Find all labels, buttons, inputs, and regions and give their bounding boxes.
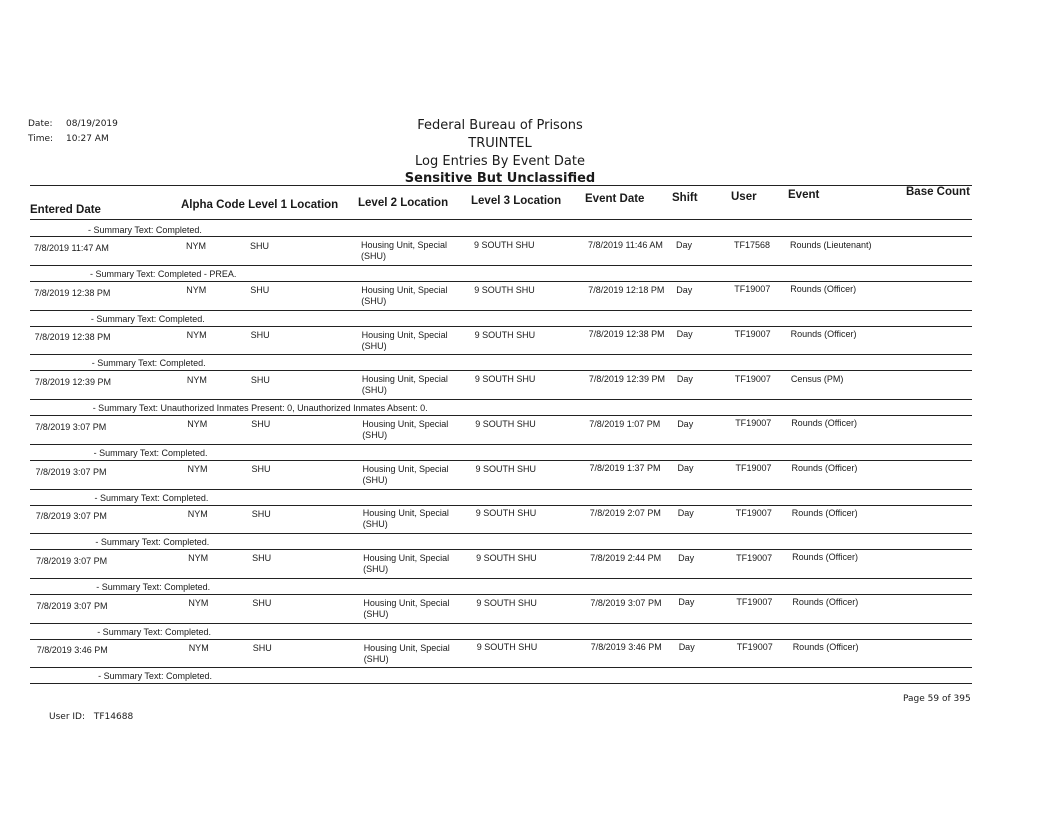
row-rule bbox=[30, 683, 972, 684]
cell-alpha: NYM bbox=[187, 464, 208, 475]
cell-shift: Day bbox=[676, 284, 693, 295]
cell-entered: 7/8/2019 3:07 PM bbox=[35, 466, 107, 477]
cell-event: Rounds (Officer) bbox=[790, 328, 857, 339]
col-base-count: Base Count bbox=[906, 186, 970, 198]
row-rule bbox=[30, 489, 972, 490]
cell-event: Rounds (Officer) bbox=[790, 284, 857, 295]
cell-entered: 7/8/2019 12:38 PM bbox=[34, 287, 111, 298]
row-rule bbox=[30, 354, 972, 355]
row-rule bbox=[30, 594, 972, 595]
summary-text: - Summary Text: Unauthorized Inmates Present: 0, Unauthorized Inmates Absent: 0. bbox=[92, 403, 428, 414]
cell-l3: 9 SOUTH SHU bbox=[475, 463, 537, 474]
row-rule bbox=[30, 667, 972, 668]
cell-shift: Day bbox=[676, 329, 693, 340]
cell-l3: 9 SOUTH SHU bbox=[476, 642, 538, 653]
cell-user: TF19007 bbox=[736, 552, 773, 563]
header-top-rule bbox=[30, 185, 972, 186]
cell-event-date: 7/8/2019 12:18 PM bbox=[588, 284, 665, 295]
cell-event: Rounds (Officer) bbox=[791, 507, 858, 518]
cell-event-date: 7/8/2019 2:44 PM bbox=[590, 552, 662, 563]
cell-user: TF19007 bbox=[735, 507, 772, 518]
cell-l2: Housing Unit, Special (SHU) bbox=[361, 374, 448, 396]
cell-alpha: NYM bbox=[186, 240, 206, 251]
summary-text: - Summary Text: Completed. bbox=[97, 626, 212, 637]
row-rule bbox=[30, 265, 972, 266]
report-title: Log Entries By Event Date bbox=[415, 154, 585, 169]
summary-text: - Summary Text: Completed. bbox=[90, 313, 205, 324]
cell-entered: 7/8/2019 3:07 PM bbox=[35, 511, 107, 522]
cell-shift: Day bbox=[676, 239, 693, 250]
cell-user: TF17568 bbox=[734, 239, 771, 250]
cell-alpha: NYM bbox=[186, 285, 207, 296]
cell-l2: Housing Unit, Special (SHU) bbox=[362, 463, 449, 485]
row-rule bbox=[30, 460, 972, 461]
cell-user: TF19007 bbox=[735, 418, 772, 429]
summary-text: - Summary Text: Completed. bbox=[93, 447, 208, 458]
cell-l2: Housing Unit, Special (SHU) bbox=[362, 419, 449, 441]
cell-alpha: NYM bbox=[186, 329, 207, 340]
cell-l2: Housing Unit, Special (SHU) bbox=[363, 553, 450, 575]
cell-l3: 9 SOUTH SHU bbox=[474, 240, 535, 251]
cell-l3: 9 SOUTH SHU bbox=[475, 508, 537, 519]
col-level3: Level 3 Location bbox=[471, 195, 562, 207]
summary-text: - Summary Text: Completed. bbox=[94, 492, 209, 503]
cell-alpha: NYM bbox=[188, 553, 209, 564]
cell-l2: Housing Unit, Special (SHU) bbox=[361, 240, 448, 262]
cell-entered: 7/8/2019 3:07 PM bbox=[36, 555, 108, 566]
cell-event-date: 7/8/2019 12:38 PM bbox=[588, 329, 665, 340]
row-rule bbox=[30, 639, 972, 640]
cell-l3: 9 SOUTH SHU bbox=[476, 553, 537, 563]
time-value: 10:27 AM bbox=[66, 134, 109, 144]
cell-event: Rounds (Officer) bbox=[792, 597, 859, 608]
user-id-label: User ID: bbox=[49, 712, 85, 722]
system-title: TRUINTEL bbox=[468, 136, 532, 151]
cell-l1: SHU bbox=[251, 419, 271, 430]
cell-l2: Housing Unit, Special (SHU) bbox=[361, 329, 448, 351]
col-user: User bbox=[731, 191, 757, 203]
user-id bbox=[49, 712, 133, 722]
cell-event: Rounds (Officer) bbox=[791, 463, 858, 473]
summary-text: - Summary Text: Completed. bbox=[88, 225, 202, 235]
cell-event: Rounds (Lieutenant) bbox=[790, 239, 872, 250]
date-value: 08/19/2019 bbox=[66, 119, 118, 129]
col-entered-date: Entered Date bbox=[30, 204, 101, 216]
cell-event: Rounds (Officer) bbox=[792, 552, 858, 563]
cell-l2: Housing Unit, Special (SHU) bbox=[363, 642, 450, 664]
cell-entered: 7/8/2019 12:39 PM bbox=[34, 377, 111, 388]
cell-alpha: NYM bbox=[188, 642, 209, 653]
cell-l2: Housing Unit, Special (SHU) bbox=[363, 597, 450, 619]
cell-l1: SHU bbox=[251, 508, 271, 519]
summary-text: - Summary Text: Completed. bbox=[95, 537, 210, 548]
cell-l1: SHU bbox=[250, 285, 270, 296]
cell-event-date: 7/8/2019 3:07 PM bbox=[590, 597, 662, 608]
cell-l1: SHU bbox=[252, 642, 272, 653]
cell-entered: 7/8/2019 3:07 PM bbox=[35, 421, 107, 432]
row-rule bbox=[30, 578, 972, 579]
cell-entered: 7/8/2019 3:46 PM bbox=[36, 645, 108, 656]
row-rule bbox=[30, 236, 972, 237]
cell-user: TF19007 bbox=[736, 597, 773, 608]
cell-shift: Day bbox=[676, 373, 693, 384]
row-rule bbox=[30, 399, 972, 400]
cell-alpha: NYM bbox=[188, 598, 209, 609]
page-number: Page 59 of 395 bbox=[903, 694, 971, 704]
row-rule bbox=[30, 505, 972, 506]
time-label: Time: bbox=[28, 134, 54, 144]
cell-shift: Day bbox=[678, 552, 695, 563]
cell-event-date: 7/8/2019 1:37 PM bbox=[589, 463, 661, 474]
print-time bbox=[28, 134, 109, 144]
classification-title: Sensitive But Unclassified bbox=[404, 171, 596, 186]
cell-user: TF19007 bbox=[734, 373, 771, 384]
cell-alpha: NYM bbox=[186, 374, 207, 385]
summary-text: - Summary Text: Completed - PREA. bbox=[90, 269, 237, 279]
cell-l3: 9 SOUTH SHU bbox=[476, 597, 537, 608]
cell-event-date: 7/8/2019 1:07 PM bbox=[589, 418, 661, 429]
cell-l3: 9 SOUTH SHU bbox=[474, 329, 536, 340]
col-alpha-level1: Alpha Code Level 1 Location bbox=[181, 199, 339, 211]
date-label: Date: bbox=[28, 119, 53, 129]
cell-l3: 9 SOUTH SHU bbox=[474, 374, 536, 385]
cell-l1: SHU bbox=[250, 374, 270, 385]
agency-title: Federal Bureau of Prisons bbox=[417, 118, 583, 133]
row-rule bbox=[30, 370, 972, 371]
cell-user: TF19007 bbox=[734, 329, 771, 340]
summary-text: - Summary Text: Completed. bbox=[91, 358, 206, 369]
cell-user: TF19007 bbox=[736, 641, 773, 652]
cell-event-date: 7/8/2019 3:46 PM bbox=[590, 642, 662, 653]
cell-event-date: 7/8/2019 2:07 PM bbox=[589, 508, 661, 519]
cell-event-date: 7/8/2019 12:39 PM bbox=[588, 374, 665, 385]
col-event: Event bbox=[788, 189, 820, 201]
cell-user: TF19007 bbox=[735, 463, 772, 474]
row-rule bbox=[30, 326, 972, 327]
cell-alpha: NYM bbox=[187, 419, 208, 430]
summary-text: - Summary Text: Completed. bbox=[96, 581, 211, 592]
row-rule bbox=[30, 623, 972, 624]
user-id-value: TF14688 bbox=[93, 712, 134, 722]
row-rule bbox=[30, 281, 972, 282]
cell-l1: SHU bbox=[252, 553, 272, 564]
col-event-date: Event Date bbox=[585, 193, 645, 205]
cell-event: Census (PM) bbox=[790, 373, 844, 384]
row-rule bbox=[30, 533, 972, 534]
cell-entered: 7/8/2019 3:07 PM bbox=[36, 600, 108, 611]
cell-l1: SHU bbox=[251, 464, 271, 475]
cell-l3: 9 SOUTH SHU bbox=[475, 418, 536, 429]
cell-event: Rounds (Officer) bbox=[791, 418, 858, 429]
cell-event-date: 7/8/2019 11:46 AM bbox=[588, 239, 663, 250]
cell-l1: SHU bbox=[250, 329, 270, 340]
cell-shift: Day bbox=[677, 463, 694, 474]
summary-text: - Summary Text: Completed. bbox=[98, 671, 212, 682]
cell-l3: 9 SOUTH SHU bbox=[474, 284, 535, 295]
cell-entered: 7/8/2019 12:38 PM bbox=[34, 332, 111, 343]
col-level2: Level 2 Location bbox=[358, 197, 449, 209]
cell-shift: Day bbox=[677, 418, 694, 429]
cell-shift: Day bbox=[678, 642, 695, 653]
cell-l2: Housing Unit, Special (SHU) bbox=[361, 284, 448, 306]
cell-shift: Day bbox=[678, 597, 695, 608]
cell-l1: SHU bbox=[250, 240, 270, 251]
print-date bbox=[28, 119, 118, 129]
cell-alpha: NYM bbox=[187, 508, 208, 519]
row-rule bbox=[30, 549, 972, 550]
row-rule bbox=[30, 415, 972, 416]
cell-shift: Day bbox=[677, 508, 694, 518]
cell-entered: 7/8/2019 11:47 AM bbox=[34, 243, 109, 253]
cell-user: TF19007 bbox=[734, 284, 771, 295]
col-shift: Shift bbox=[672, 192, 698, 204]
header-bottom-rule bbox=[30, 219, 972, 220]
cell-l2: Housing Unit, Special (SHU) bbox=[362, 508, 449, 530]
row-rule bbox=[30, 444, 972, 445]
cell-event: Rounds (Officer) bbox=[792, 641, 859, 652]
cell-l1: SHU bbox=[252, 598, 272, 609]
row-rule bbox=[30, 310, 972, 311]
